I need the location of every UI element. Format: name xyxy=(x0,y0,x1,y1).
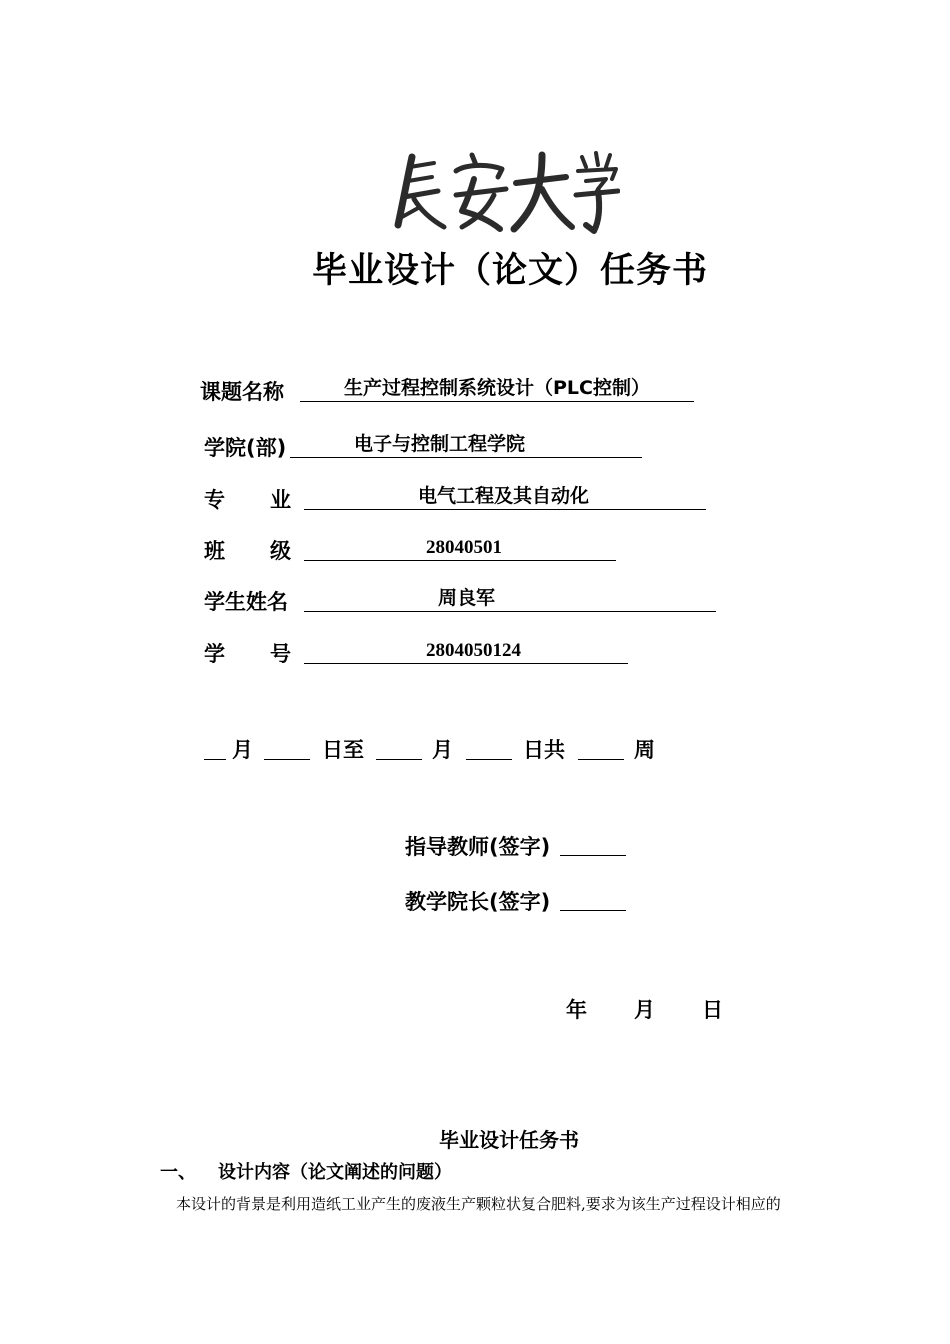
college-field xyxy=(290,430,642,458)
class-field xyxy=(304,533,616,561)
section-paragraph: 本设计的背景是利用造纸工业产生的废液生产颗粒状复合肥料,要求为该生产过程设计相应的 xyxy=(176,1195,781,1213)
class-label-2: 级 xyxy=(270,539,291,563)
major-label-1: 专 xyxy=(204,488,225,512)
section-number: 一、 xyxy=(160,1162,196,1183)
class-value: 28040501 xyxy=(426,537,502,558)
name-value: 周良军 xyxy=(438,587,496,609)
class-label-1: 班 xyxy=(204,539,225,563)
dean-signature-label: 教学院长(签字) xyxy=(405,890,551,914)
student-id-value: 2804050124 xyxy=(426,640,521,661)
name-label: 学生姓名 xyxy=(204,590,288,614)
schedule-month-2: 月 xyxy=(432,738,453,762)
date-year: 年 xyxy=(566,998,587,1022)
date-day: 日 xyxy=(702,998,723,1022)
date-month: 月 xyxy=(634,998,655,1022)
weeks-blank xyxy=(578,735,624,760)
start-day-blank xyxy=(264,735,310,760)
advisor-signature-label: 指导教师(签字) xyxy=(405,835,551,859)
college-value: 电子与控制工程学院 xyxy=(354,433,526,455)
dean-signature-blank xyxy=(560,886,626,911)
schedule-day-to: 日至 xyxy=(322,738,364,762)
end-day-blank xyxy=(466,735,512,760)
schedule-day-total: 日共 xyxy=(523,738,565,762)
schedule-month-1: 月 xyxy=(232,738,253,762)
major-field xyxy=(304,482,706,510)
section-title: 毕业设计任务书 xyxy=(439,1128,579,1152)
end-month-blank xyxy=(376,735,422,760)
major-label-2: 业 xyxy=(270,488,291,512)
start-month-blank xyxy=(204,735,226,760)
major-value: 电气工程及其自动化 xyxy=(418,485,590,507)
document-title: 毕业设计（论文）任务书 xyxy=(311,251,708,291)
student-id-label-2: 号 xyxy=(270,642,291,666)
name-field xyxy=(304,584,716,612)
university-logo xyxy=(390,145,620,237)
schedule-week: 周 xyxy=(634,738,655,762)
college-label: 学院(部) xyxy=(204,436,287,460)
student-id-label-1: 学 xyxy=(204,642,225,666)
advisor-signature-blank xyxy=(560,831,626,856)
student-id-field xyxy=(304,636,628,664)
topic-value: 生产过程控制系统设计（PLC控制） xyxy=(344,377,650,399)
section-heading: 设计内容（论文阐述的问题） xyxy=(218,1162,452,1183)
topic-field xyxy=(300,374,694,402)
topic-label: 课题名称 xyxy=(200,380,284,404)
